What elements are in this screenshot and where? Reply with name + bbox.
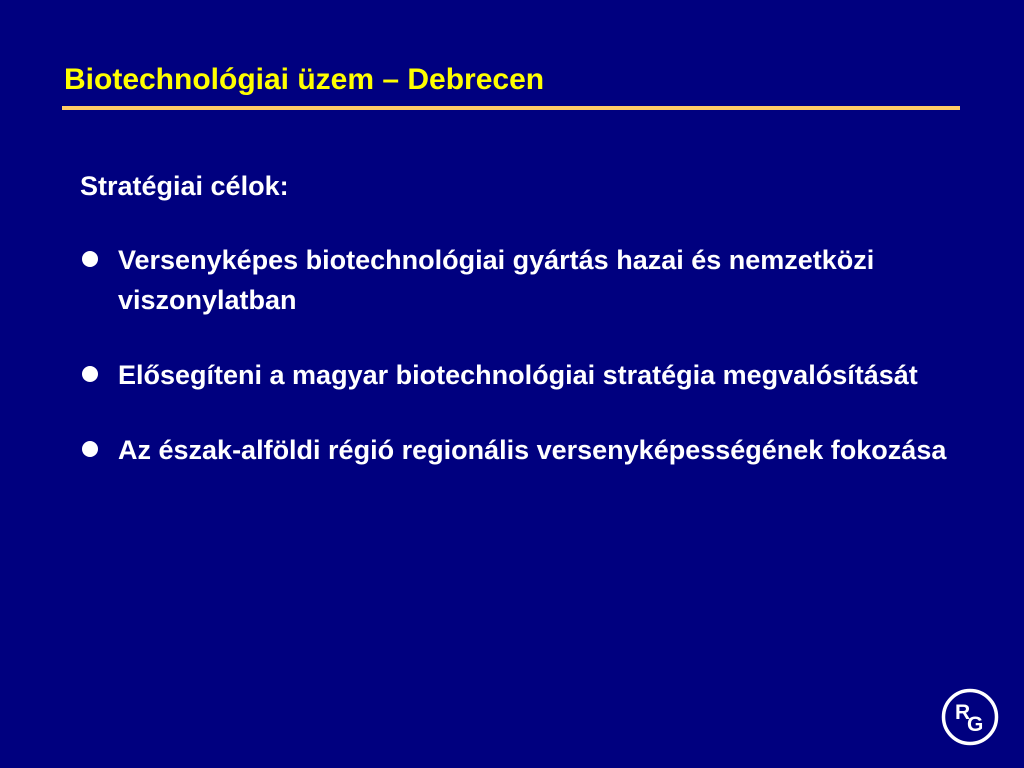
bullet-dot-icon xyxy=(82,366,98,382)
bullet-item xyxy=(80,430,960,470)
title-underline xyxy=(62,106,960,110)
rg-logo-icon xyxy=(941,688,999,746)
slide-title: Biotechnológiai üzem – Debrecen xyxy=(64,63,545,96)
bullet-text: Elősegíteni a magyar biotechnológiai stratégia megvalósítását xyxy=(118,360,918,390)
svg-text:G: G xyxy=(967,713,984,736)
bullet-dot-icon xyxy=(82,251,98,267)
bullet-item xyxy=(80,355,960,395)
bullet-text: Az észak-alföldi régió regionális versenyképességének fokozása xyxy=(118,435,947,465)
bullet-item xyxy=(80,240,960,320)
bullet-dot-icon xyxy=(82,441,98,457)
bullet-text: Versenyképes biotechnológiai gyártás hazai és nemzetközi viszonylatban xyxy=(118,245,875,315)
section-heading: Stratégiai célok: xyxy=(80,171,289,201)
bullet-list xyxy=(80,240,960,505)
svg-text:R: R xyxy=(955,701,971,724)
